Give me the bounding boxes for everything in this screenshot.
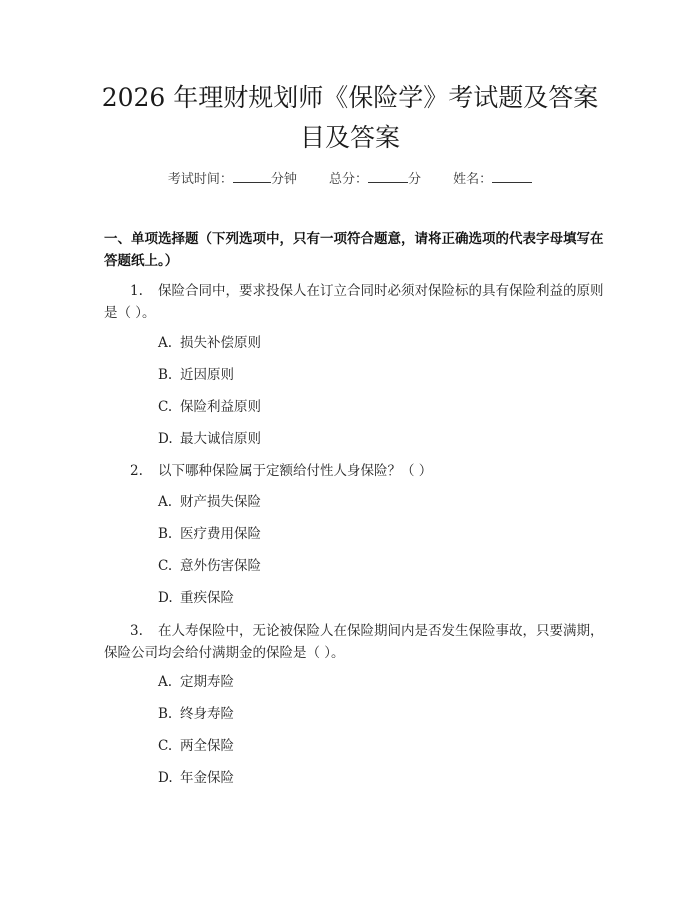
question-2-option-d[interactable] — [158, 588, 234, 608]
page-title: 2026 年理财规划师《保险学》考试题及答案 — [101, 83, 599, 112]
exam-info — [0, 168, 700, 187]
option-text: 财产损失保险 — [180, 494, 261, 510]
question-1-option-c[interactable] — [158, 397, 261, 417]
exam-name-blank[interactable] — [492, 168, 532, 183]
exam-name-label: 姓名： — [453, 172, 493, 187]
option-letter: D. — [158, 431, 173, 447]
option-letter: C. — [158, 558, 173, 574]
question-2-option-c[interactable] — [158, 556, 261, 576]
question-2-option-b[interactable] — [158, 524, 261, 544]
section-heading: 一、单项选择题（下列选项中，只有一项符合题意，请将正确选项的代表字母填写在答题纸上。） — [104, 231, 604, 269]
option-text: 最大诚信原则 — [180, 431, 261, 447]
option-text: 重疾保险 — [180, 590, 234, 606]
page-title-continuation: 目及答案 — [299, 123, 400, 152]
exam-score-blank[interactable] — [368, 168, 408, 183]
question-1-option-b[interactable] — [158, 365, 234, 385]
option-letter: A. — [158, 674, 173, 690]
question-number: 2. — [130, 463, 143, 479]
option-text: 近因原则 — [180, 367, 234, 383]
option-text: 年金保险 — [180, 770, 234, 786]
exam-name — [453, 168, 532, 187]
option-text: 两全保险 — [180, 738, 234, 754]
option-letter: A. — [158, 494, 173, 510]
option-text: 意外伤害保险 — [180, 558, 261, 574]
option-letter: D. — [158, 590, 173, 606]
question-3-option-a[interactable] — [158, 672, 234, 692]
question-text: 以下哪种保险属于定额给付性人身保险？（ ） — [158, 463, 433, 479]
question-3-option-b[interactable] — [158, 704, 234, 724]
question-1-option-a[interactable] — [158, 333, 261, 353]
option-letter: B. — [158, 706, 173, 722]
question-1 — [104, 280, 604, 324]
exam-time-blank[interactable] — [233, 168, 271, 183]
exam-score — [329, 168, 421, 187]
exam-score-unit: 分 — [408, 172, 422, 187]
exam-time-label: 考试时间： — [167, 172, 233, 187]
question-number: 3. — [130, 623, 143, 639]
option-letter: B. — [158, 367, 173, 383]
option-text: 定期寿险 — [180, 674, 234, 690]
question-2 — [104, 460, 604, 482]
option-text: 损失补偿原则 — [180, 335, 261, 351]
question-text: 在人寿保险中，无论被保险人在保险期间内是否发生保险事故，只要满期，保险公司均会给付满期金的保险是（ ）。 — [104, 623, 604, 661]
option-letter: B. — [158, 526, 173, 542]
exam-time-unit: 分钟 — [270, 172, 297, 187]
question-3 — [104, 620, 604, 664]
question-text: 保险合同中，要求投保人在订立合同时必须对保险标的具有保险利益的原则是（ ）。 — [104, 283, 604, 321]
option-letter: A. — [158, 335, 173, 351]
question-3-option-c[interactable] — [158, 736, 234, 756]
option-text: 医疗费用保险 — [180, 526, 261, 542]
question-number: 1. — [130, 283, 143, 299]
exam-score-label: 总分： — [328, 172, 368, 187]
question-1-option-d[interactable] — [158, 429, 261, 449]
question-2-option-a[interactable] — [158, 492, 261, 512]
option-text: 终身寿险 — [180, 706, 234, 722]
question-3-option-d[interactable] — [158, 768, 234, 788]
option-text: 保险利益原则 — [180, 399, 261, 415]
exam-time — [168, 168, 297, 187]
option-letter: D. — [158, 770, 173, 786]
option-letter: C. — [158, 399, 173, 415]
option-letter: C. — [158, 738, 173, 754]
